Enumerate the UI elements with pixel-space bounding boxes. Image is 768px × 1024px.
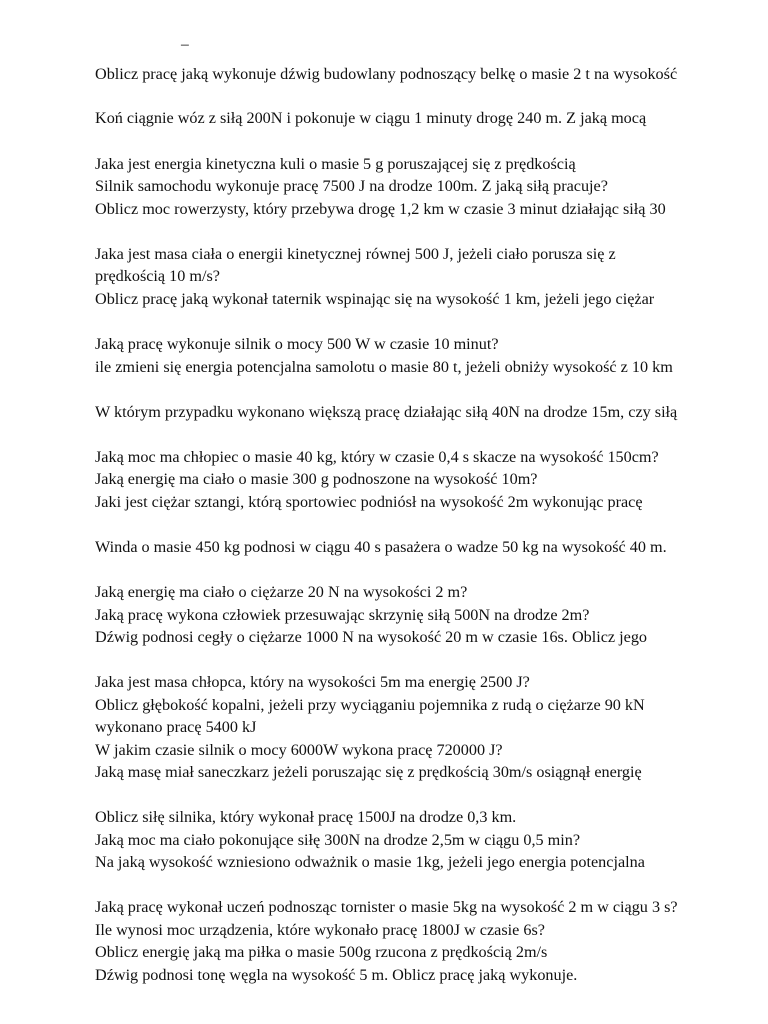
text-line: prędkością 10 m/s? [95,267,220,285]
text-line: Jaką pracę wykonał uczeń podnosząc tornister o masie 5kg na wysokość 2 m w ciągu 3 s? [95,898,678,916]
text-line: Koń ciągnie wóz z siłą 200N i pokonuje w ciągu 1 minuty drogę 240 m. Z jaką mocą [95,109,647,127]
text-line: Dźwig podnosi cegły o ciężarze 1000 N na wysokość 20 m w czasie 16s. Oblicz jego [95,628,648,646]
text-line: Oblicz siłę silnika, który wykonał pracę 1500J na drodze 0,3 km. [95,808,517,826]
text-line: Jaką pracę wykona człowiek przesuwając skrzynię siłą 500N na drodze 2m? [95,606,590,624]
text-line: ile zmieni się energia potencjalna samolotu o masie 80 t, jeżeli obniży wysokość z 10 km [95,358,673,376]
text-line: Na jaką wysokość wzniesiono odważnik o masie 1kg, jeżeli jego energia potencjalna [95,853,645,871]
dash-mark: – [181,36,189,53]
text-line: Jaką moc ma chłopiec o masie 40 kg, który w czasie 0,4 s skacze na wysokość 150cm? [95,448,659,466]
text-line: Jaka jest masa ciała o energii kinetycznej równej 500 J, jeżeli ciało porusza się z [95,245,616,263]
text-line: Oblicz energię jaką ma piłka o masie 500g rzucona z prędkością 2m/s [95,943,548,961]
text-line: Jaką pracę wykonuje silnik o mocy 500 W w czasie 10 minut? [95,335,499,353]
text-line: Winda o masie 450 kg podnosi w ciągu 40 s pasażera o wadze 50 kg na wysokość 40 m. [95,538,667,556]
text-line: Jaka jest masa chłopca, który na wysokości 5m ma energię 2500 J? [95,673,530,691]
text-line: Oblicz pracę jaką wykonał taternik wspinając się na wysokość 1 km, jeżeli jego ciężar [95,290,655,308]
text-line: Ile wynosi moc urządzenia, które wykonało pracę 1800J w czasie 6s? [95,921,545,939]
text-line: Jaka jest energia kinetyczna kuli o masie 5 g poruszającej się z prędkością [95,155,576,173]
text-line: Oblicz głębokość kopalni, jeżeli przy wyciąganiu pojemnika z rudą o ciężarze 90 kN [95,696,645,714]
text-line: Silnik samochodu wykonuje pracę 7500 J na drodze 100m. Z jaką siłą pracuje? [95,177,608,195]
text-line: Jaki jest ciężar sztangi, którą sportowiec podniósł na wysokość 2m wykonując pracę [95,493,643,511]
text-line: Oblicz pracę jaką wykonuje dźwig budowlany podnoszący belkę o masie 2 t na wysokość [95,65,678,83]
text-line: Jaką masę miał saneczkarz jeżeli poruszając się z prędkością 30m/s osiągnął energię [95,763,642,781]
text-line: Jaką energię ma ciało o masie 300 g podnoszone na wysokość 10m? [95,470,538,488]
text-line: Dźwig podnosi tonę węgla na wysokość 5 m. Oblicz pracę jaką wykonuje. [95,966,578,984]
text-line: wykonano pracę 5400 kJ [95,718,257,736]
text-line: W jakim czasie silnik o mocy 6000W wykona pracę 720000 J? [95,741,503,759]
text-line: Oblicz moc rowerzysty, który przebywa drogę 1,2 km w czasie 3 minut działając siłą 30 [95,200,666,218]
text-line: Jaką moc ma ciało pokonujące siłę 300N na drodze 2,5m w ciągu 0,5 min? [95,831,581,849]
text-line: W którym przypadku wykonano większą pracę działając siłą 40N na drodze 15m, czy siłą [95,403,678,421]
text-line: Jaką energię ma ciało o ciężarze 20 N na wysokości 2 m? [95,583,468,601]
